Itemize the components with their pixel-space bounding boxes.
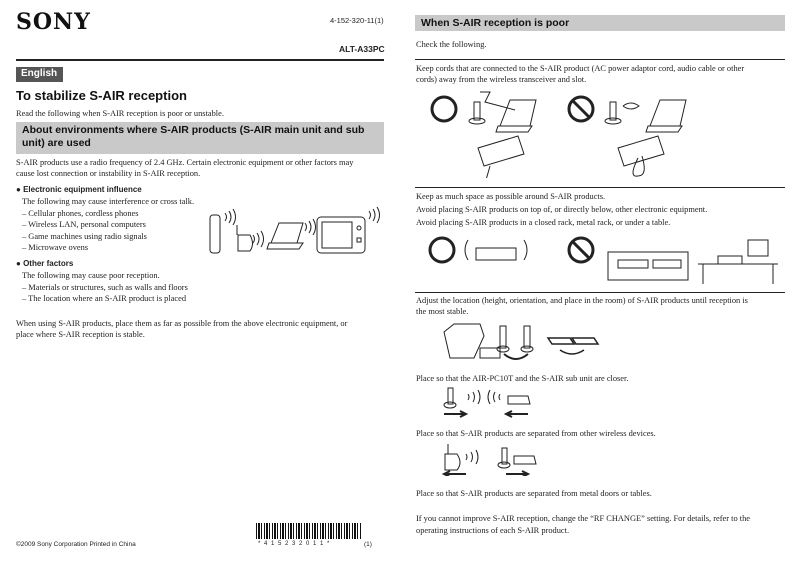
cord-placement-illustration xyxy=(428,88,688,178)
paragraph: Keep cords that are connected to the S-AIR product (AC power adaptor cord, audio cable or other xyxy=(416,64,745,73)
list-item: – Materials or structures, such as walls and floors xyxy=(22,283,188,292)
paragraph: place where S-AIR reception is stable. xyxy=(16,330,145,339)
adjust-location-illustration xyxy=(440,322,620,364)
section-header-environments xyxy=(16,122,384,154)
list-item: – Microwave ovens xyxy=(22,243,89,252)
copyright: ©2009 Sony Corporation Printed in China xyxy=(16,541,136,548)
list-item: – Cellular phones, cordless phones xyxy=(22,209,139,218)
paragraph: Adjust the location (height, orientation, and place in the room) of S-AIR products until reception is xyxy=(416,296,748,305)
header-rule xyxy=(16,59,384,61)
list-item: – Game machines using radio signals xyxy=(22,232,147,241)
list-item: – The location where an S-AIR product is placed xyxy=(22,294,187,303)
barcode-digits: * 4 1 5 2 3 2 0 1 1 * xyxy=(258,541,331,547)
intro-text: Read the following when S-AIR reception is poor or unstable. xyxy=(16,109,224,118)
separate-wireless-illustration xyxy=(440,442,550,476)
bullet-heading: ● Electronic equipment influence xyxy=(16,185,142,194)
bullet-heading: ● Other factors xyxy=(16,259,74,268)
divider xyxy=(415,187,785,188)
paragraph: Place so that S-AIR products are separated from metal doors or tables. xyxy=(416,489,652,498)
sony-logo: SONY xyxy=(16,9,91,35)
model-number: ALT-A33PC xyxy=(339,44,385,54)
divider xyxy=(415,59,785,60)
barcode xyxy=(256,523,361,539)
section-header-line: About environments where S-AIR products (S-AIR main unit and sub xyxy=(22,124,365,136)
barcode-suffix: (1) xyxy=(364,541,372,548)
paragraph: Check the following. xyxy=(416,40,487,49)
spacing-illustration xyxy=(428,232,788,290)
bullet-heading-text: Electronic equipment influence xyxy=(23,185,142,194)
section-header-line: unit) are used xyxy=(22,137,91,149)
paragraph: Place so that S-AIR products are separated from other wireless devices. xyxy=(416,429,656,438)
section-header-reception-poor: When S-AIR reception is poor xyxy=(415,15,785,31)
correct-icon xyxy=(430,238,454,262)
bullet-lead: The following may cause poor reception. xyxy=(22,271,160,280)
paragraph: S-AIR products use a radio frequency of 2.4 GHz. Certain electronic equipment or other factors may xyxy=(16,158,354,167)
paragraph: Place so that the AIR-PC10T and the S-AIR sub unit are closer. xyxy=(416,374,629,383)
correct-icon xyxy=(432,97,456,121)
paragraph: Avoid placing S-AIR products in a closed rack, metal rack, or under a table. xyxy=(416,218,671,227)
paragraph: cords) away from the wireless transceiver and slot. xyxy=(416,75,587,84)
doc-number: 4-152-320-11(1) xyxy=(330,16,384,25)
interference-devices-illustration xyxy=(205,205,387,255)
paragraph: operating instructions of each S-AIR product. xyxy=(416,526,570,535)
bullet-heading-text: Other factors xyxy=(23,259,74,268)
list-item: – Wireless LAN, personal computers xyxy=(22,220,146,229)
language-tag: English xyxy=(16,67,63,82)
paragraph: Keep as much space as possible around S-AIR products. xyxy=(416,192,606,201)
paragraph: cause lost connection or instability in S-AIR reception. xyxy=(16,169,201,178)
page-title: To stabilize S-AIR reception xyxy=(16,88,187,103)
paragraph: Avoid placing S-AIR products on top of, or directly below, other electronic equipment. xyxy=(416,205,708,214)
divider xyxy=(415,292,785,293)
paragraph: When using S-AIR products, place them as far as possible from the above electronic equipment, or xyxy=(16,319,348,328)
closer-illustration xyxy=(440,386,540,418)
paragraph: the most stable. xyxy=(416,307,469,316)
paragraph: If you cannot improve S-AIR reception, change the “RF CHANGE” setting. For details, refer to the xyxy=(416,514,750,523)
bullet-lead: The following may cause interference or cross talk. xyxy=(22,197,195,206)
